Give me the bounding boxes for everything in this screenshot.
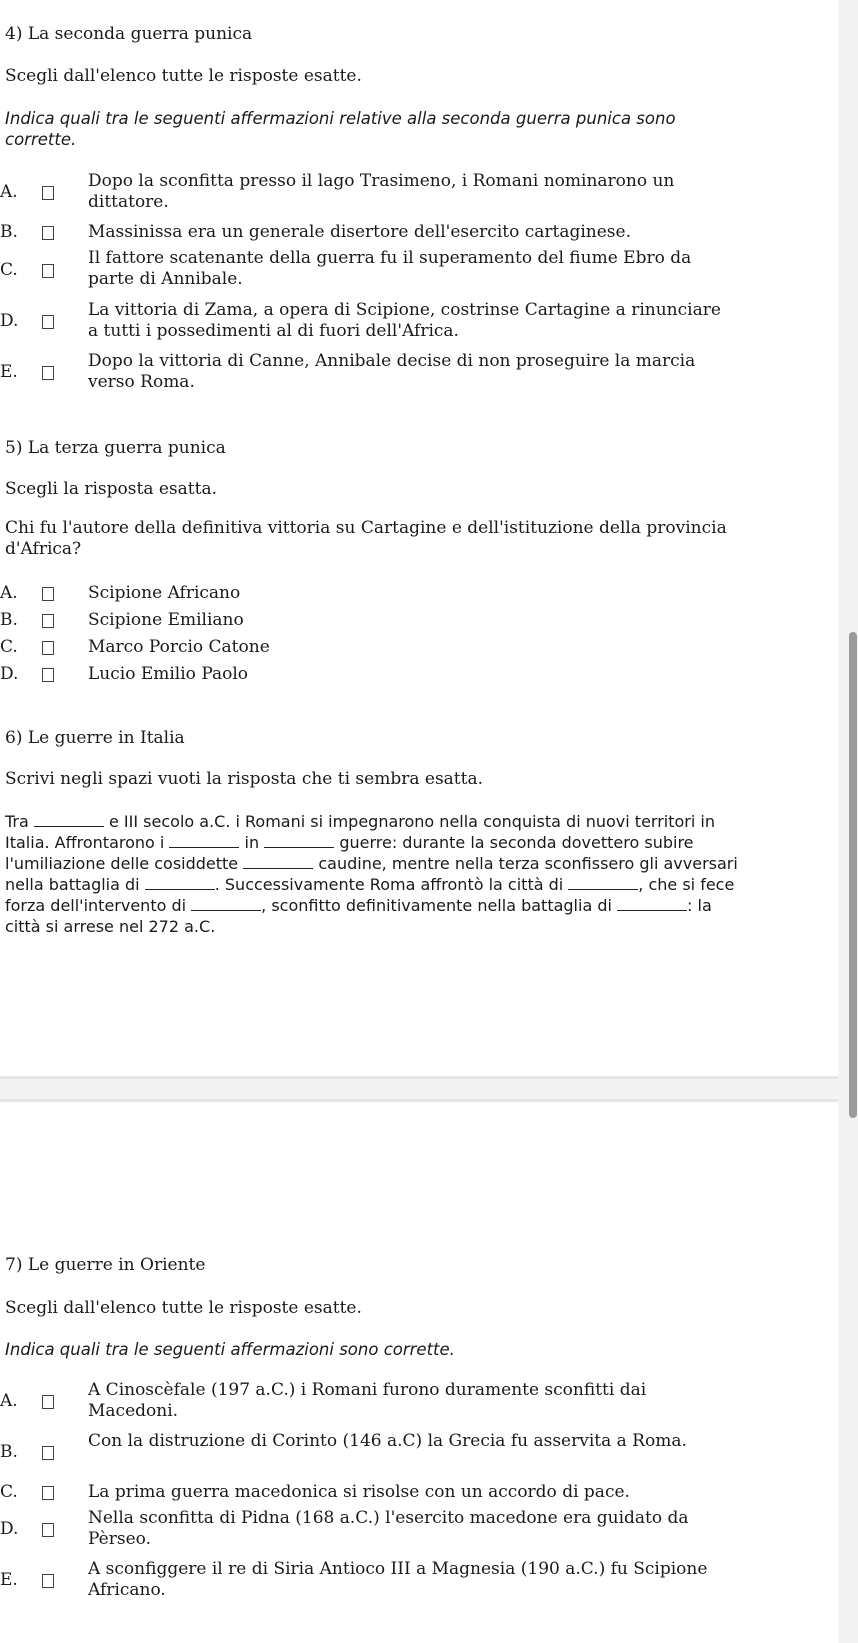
question-5-title: 5) La terza guerra punica <box>5 438 226 458</box>
blank-field[interactable] <box>169 832 239 848</box>
checkbox[interactable] <box>42 614 54 628</box>
checkbox[interactable] <box>42 641 54 655</box>
checkbox[interactable] <box>42 1486 54 1500</box>
passage-text: e III secolo a.C. i Romani si impegnarono nella conquista di nuovi territori in Italia. Affrontarono i <box>5 812 715 852</box>
passage-text: Tra <box>5 812 29 831</box>
option-label: E. <box>0 362 18 382</box>
option-label: D. <box>0 1519 19 1539</box>
worksheet-page-2 <box>0 1102 838 1643</box>
question-6-instruction: Scrivi negli spazi vuoti la risposta che ti sembra esatta. <box>5 769 484 789</box>
q5-option-c[interactable] <box>0 637 735 661</box>
q5-option-d[interactable] <box>0 664 735 688</box>
checkbox[interactable] <box>42 1395 54 1409</box>
checkbox[interactable] <box>42 315 54 329</box>
checkbox[interactable] <box>42 668 54 682</box>
option-text: Lucio Emilio Paolo <box>88 664 249 684</box>
q5-option-a[interactable] <box>0 583 735 607</box>
passage-text: . Successivamente Roma affrontò la città di <box>214 875 564 894</box>
passage-text: , che si fece forza dell'intervento di <box>5 875 735 915</box>
question-4-title: 4) La seconda guerra punica <box>5 24 253 44</box>
page-divider <box>0 1076 838 1079</box>
fill-in-passage <box>5 811 738 937</box>
q7-option-a[interactable] <box>0 1380 735 1424</box>
option-text: Marco Porcio Catone <box>88 637 270 657</box>
option-label: A. <box>0 583 18 603</box>
passage-text: guerre: durante la seconda dovettero subire l'umiliazione delle cosiddette <box>5 833 694 873</box>
passage-text: caudine, mentre nella terza sconfissero gli avversari nella battaglia di <box>5 854 738 894</box>
scrollbar-thumb[interactable] <box>849 632 857 1118</box>
blank-field[interactable] <box>145 874 215 890</box>
option-label: D. <box>0 664 19 684</box>
q7-option-c[interactable] <box>0 1482 735 1506</box>
option-text: Il fattore scatenante della guerra fu il superamento del fiume Ebro da parte di Annibale. <box>88 248 692 289</box>
checkbox[interactable] <box>42 1574 54 1588</box>
q4-option-c[interactable] <box>0 248 735 292</box>
question-5-instruction: Scegli la risposta esatta. <box>5 479 217 499</box>
blank-field[interactable] <box>191 895 261 911</box>
option-label: E. <box>0 1570 18 1590</box>
q7-option-d[interactable] <box>0 1508 735 1552</box>
checkbox[interactable] <box>42 1523 54 1537</box>
question-7-instruction: Scegli dall'elenco tutte le risposte esatte. <box>5 1298 362 1318</box>
question-7-title: 7) Le guerre in Oriente <box>5 1255 206 1275</box>
question-4 <box>5 24 735 44</box>
question-6-title: 6) Le guerre in Italia <box>5 728 185 748</box>
q7-option-e[interactable] <box>0 1559 735 1603</box>
blank-field[interactable] <box>243 853 313 869</box>
option-label: A. <box>0 182 18 202</box>
option-label: C. <box>0 637 18 657</box>
question-5 <box>5 438 735 458</box>
q5-option-b[interactable] <box>0 610 735 634</box>
passage-text: : la città si arrese nel 272 a.C. <box>5 896 712 936</box>
checkbox[interactable] <box>42 587 54 601</box>
passage-text: , sconfitto definitivamente nella battaglia di <box>261 896 612 915</box>
question-6 <box>5 728 735 748</box>
option-label: B. <box>0 610 18 630</box>
q4-option-d[interactable] <box>0 300 735 344</box>
option-label: C. <box>0 1482 18 1502</box>
option-label: D. <box>0 311 19 331</box>
checkbox[interactable] <box>42 186 54 200</box>
option-text: Con la distruzione di Corinto (146 a.C) la Grecia fu asservita a Roma. <box>88 1431 687 1451</box>
q7-option-b[interactable] <box>0 1431 735 1475</box>
blank-field[interactable] <box>568 874 638 890</box>
option-label: B. <box>0 222 18 242</box>
option-text: Massinissa era un generale disertore dell'esercito cartaginese. <box>88 222 631 242</box>
question-5-prompt: Chi fu l'autore della definitiva vittoria su Cartagine e dell'istituzione della provincia d'Africa? <box>5 518 727 559</box>
option-text: Scipione Africano <box>88 583 241 603</box>
blank-field[interactable] <box>617 895 687 911</box>
option-label: A. <box>0 1391 18 1411</box>
option-text: Nella sconfitta di Pidna (168 a.C.) l'esercito macedone era guidato da Pèrseo. <box>88 1508 689 1549</box>
passage-text: in <box>244 833 260 852</box>
q4-option-a[interactable] <box>0 171 735 215</box>
q4-option-b[interactable] <box>0 222 735 246</box>
question-4-instruction: Scegli dall'elenco tutte le risposte esatte. <box>5 66 362 86</box>
option-text: Dopo la vittoria di Canne, Annibale decise di non proseguire la marcia verso Roma. <box>88 351 696 392</box>
checkbox[interactable] <box>42 1446 54 1460</box>
checkbox[interactable] <box>42 264 54 278</box>
option-text: Scipione Emiliano <box>88 610 244 630</box>
q4-option-e[interactable] <box>0 351 735 395</box>
option-text: La vittoria di Zama, a opera di Scipione, costrinse Cartagine a rinunciare a tutti i possedimenti al di fuori dell'Africa. <box>88 300 721 341</box>
question-4-prompt: Indica quali tra le seguenti affermazioni relative alla seconda guerra punica sono corrette. <box>5 109 676 149</box>
option-text: A sconfiggere il re di Siria Antioco III a Magnesia (190 a.C.) fu Scipione Africano. <box>88 1559 708 1600</box>
option-text: Dopo la sconfitta presso il lago Trasimeno, i Romani nominarono un dittatore. <box>88 171 675 212</box>
question-7 <box>5 1255 735 1275</box>
question-7-prompt: Indica quali tra le seguenti affermazioni sono corrette. <box>5 1340 455 1359</box>
blank-field[interactable] <box>34 811 104 827</box>
checkbox[interactable] <box>42 366 54 380</box>
checkbox[interactable] <box>42 226 54 240</box>
option-label: C. <box>0 260 18 280</box>
option-label: B. <box>0 1442 18 1462</box>
option-text: A Cinoscèfale (197 a.C.) i Romani furono duramente sconfitti dai Macedoni. <box>88 1380 647 1421</box>
blank-field[interactable] <box>264 832 334 848</box>
option-text: La prima guerra macedonica si risolse con un accordo di pace. <box>88 1482 630 1502</box>
